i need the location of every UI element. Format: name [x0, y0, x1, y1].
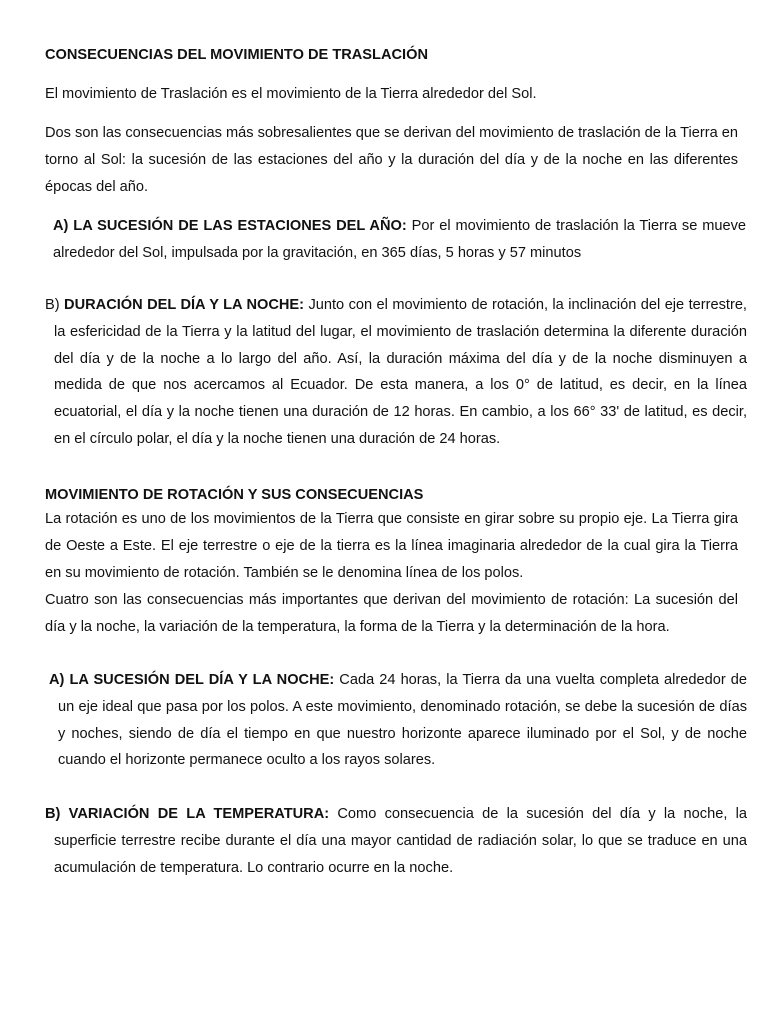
item-b-duracion-text: Junto con el movimiento de rotación, la inclinación del eje terrestre, la esfericidad de la Tierra y la latitud del lugar, el movimiento de traslación determina la diferente duración del día y de la noche a lo largo del año. Así, la duración máxima del día y de la noche disminuyen a medida de que nos acercamos al Ecuador. De esta manera, a los 0° de latitud, es decir, en la línea ecuatorial, el día y la noche tienen una duración de 12 horas. En cambio, a los 66° 33' de latitud, es decir, en el círculo polar, el día y la noche tienen una duración de 24 horas.	[54, 297, 747, 447]
item-b-temperatura-label: B) VARIACIÓN DE LA TEMPERATURA:	[45, 806, 330, 822]
item-b-duracion-label: DURACIÓN DEL DÍA Y LA NOCHE:	[64, 297, 305, 313]
paragraph-traslacion-consequences: Dos son las consecuencias más sobresalientes que se derivan del movimiento de traslación de la Tierra en torno al Sol: la sucesión de las estaciones del año y la duración del día y de la noche en las diferentes épocas del año.	[45, 125, 738, 195]
item-b-temperatura-text: Como consecuencia de la sucesión del día y la noche, la superficie terrestre recibe durante el día una mayor cantidad de radiación solar, lo que se traduce en una acumulación de temperatura. Lo contrario ocurre en la noche.	[54, 806, 747, 876]
item-a-estaciones	[45, 213, 746, 267]
item-b-temperatura	[45, 801, 747, 881]
paragraph-rotacion-definition: La rotación es uno de los movimientos de la Tierra que consiste en girar sobre su propio eje. La Tierra gira de Oeste a Este. El eje terrestre o eje de la tierra es la línea imaginaria alrededor de la cual gira la Tierra en su movimiento de rotación. También se le denomina línea de los polos.	[45, 511, 738, 581]
paragraph-traslacion-definition: El movimiento de Traslación es el movimiento de la Tierra alrededor del Sol.	[45, 86, 537, 102]
item-a-estaciones-text: Por el movimiento de traslación la Tierra se mueve alrededor del Sol, impulsada por la gravitación, en 365 días, 5 horas y 57 minutos	[53, 218, 747, 261]
section-title-traslacion: CONSECUENCIAS DEL MOVIMIENTO DE TRASLACIÓN	[45, 47, 428, 63]
item-a-estaciones-label: A) LA SUCESIÓN DE LAS ESTACIONES DEL AÑO:	[53, 218, 407, 234]
section-title-rotacion: MOVIMIENTO DE ROTACIÓN Y SUS CONSECUENCIAS	[45, 487, 424, 503]
item-a-dia-noche-text: Cada 24 horas, la Tierra da una vuelta completa alrededor de un eje ideal que pasa por los polos. A este movimiento, denominado rotación, se debe la sucesión de días y noches, siendo de día el tiempo en que nuestro horizonte aparece iluminado por el Sol, y de noche cuando el horizonte permanece oculto a los rayos solares.	[58, 672, 747, 769]
item-a-dia-noche	[49, 667, 747, 774]
item-b-duracion-prefix: B)	[45, 297, 65, 313]
item-a-dia-noche-label: A) LA SUCESIÓN DEL DÍA Y LA NOCHE:	[49, 672, 335, 688]
paragraph-rotacion-consequences: Cuatro son las consecuencias más importantes que derivan del movimiento de rotación: La sucesión del día y la noche, la variación de la temperatura, la forma de la Tierra y la determinación de la hora.	[45, 592, 738, 635]
item-b-duracion	[45, 292, 747, 453]
